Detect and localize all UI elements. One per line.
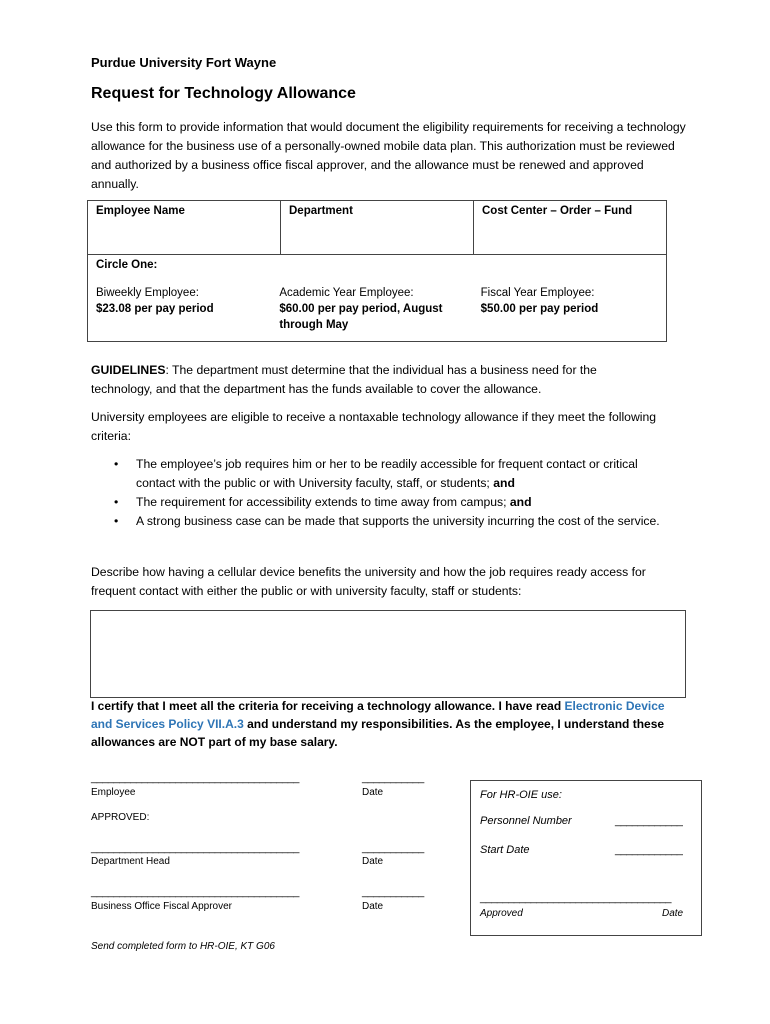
cost-center-label: Cost Center – Order – Fund — [482, 205, 633, 217]
fiscal-approver-date-line[interactable]: ___________ — [362, 886, 424, 898]
organization-name: Purdue University Fort Wayne — [91, 55, 277, 70]
option-amount: $50.00 per pay period — [480, 303, 599, 315]
intro-paragraph: Use this form to provide information that would document the eligibility requirements for receiving a technology allowance for the business use of a personally-owned mobile data plan. This authorization must be reviewed and authorized by a business office fiscal approver, and the allowance must be renewed and approved annually. — [91, 120, 686, 191]
fiscal-approver-signature-line[interactable]: _____________________________________ — [91, 886, 299, 898]
department-label: Department — [289, 205, 353, 217]
footer-instructions: Send completed form to HR-OIE, KT G06 — [91, 941, 275, 952]
option-label: Academic Year Employee: — [279, 287, 414, 299]
employee-name-cell[interactable] — [88, 201, 281, 255]
option-biweekly[interactable] — [96, 285, 273, 333]
policy-link[interactable]: Electronic Device and Services Policy VII.A.3 — [91, 699, 665, 731]
option-academic-year[interactable] — [273, 285, 476, 333]
employee-label: Employee — [91, 787, 136, 798]
department-head-signature-line[interactable]: _____________________________________ — [91, 842, 299, 854]
hr-date-label: Date — [662, 908, 684, 919]
guidelines-label: GUIDELINES — [91, 363, 166, 377]
list-item: • The employee’s job requires him or her to be readily accessible for frequent contact or critical contact with the public or with University faculty, staff, or students; and — [110, 455, 670, 493]
start-date-field[interactable]: ____________ — [615, 844, 683, 856]
department-head-label: Department Head — [91, 856, 170, 867]
department-cell[interactable] — [281, 201, 474, 255]
certification-statement: I certify that I meet all the criteria for receiving a technology allowance. I have read Electronic Device and Services Policy VII.A.3 and understand my responsibilities. As the employee, I understand these allowances are NOT part of my base salary. — [91, 699, 665, 749]
start-date-label: Start Date — [480, 844, 530, 856]
description-textbox[interactable] — [90, 610, 686, 698]
option-amount: $60.00 per pay period, August through May — [279, 303, 443, 331]
employee-signature-line[interactable]: _____________________________________ — [91, 772, 299, 784]
criteria-list — [110, 455, 670, 531]
circle-one-title: Circle One: — [96, 259, 158, 271]
list-item: • A strong business case can be made that supports the university incurring the cost of the service. — [110, 512, 670, 531]
fiscal-approver-label: Business Office Fiscal Approver — [91, 901, 232, 912]
cost-center-cell[interactable] — [474, 201, 667, 255]
guidelines-text: : The department must determine that the individual has a business need for the technology, and that the department has the funds available to cover the allowance. — [91, 363, 597, 396]
guidelines-paragraph — [91, 361, 651, 399]
option-label: Fiscal Year Employee: — [480, 287, 595, 299]
date-label: Date — [362, 787, 384, 798]
employee-info-table — [87, 200, 667, 342]
employee-name-label: Employee Name — [96, 205, 185, 217]
circle-one-cell — [88, 255, 667, 342]
employee-date-line[interactable]: ___________ — [362, 772, 424, 784]
hr-approval-line[interactable]: __________________________________ — [480, 892, 672, 904]
department-head-date-line[interactable]: ___________ — [362, 842, 424, 854]
hr-box-title: For HR-OIE use: — [480, 789, 562, 801]
option-label: Biweekly Employee: — [96, 287, 199, 299]
list-item: • The requirement for accessibility extends to time away from campus; and — [110, 493, 670, 512]
personnel-number-label: Personnel Number — [480, 815, 572, 827]
option-amount: $23.08 per pay period — [96, 303, 214, 315]
date-label: Date — [362, 856, 384, 867]
form-title: Request for Technology Allowance — [91, 85, 356, 102]
hr-approved-label: Approved — [480, 908, 523, 919]
eligibility-paragraph: University employees are eligible to receive a nontaxable technology allowance if they meet the following criteria: — [91, 410, 657, 443]
option-fiscal-year[interactable] — [477, 285, 658, 333]
hr-oie-use-box — [470, 780, 702, 936]
describe-prompt: Describe how having a cellular device benefits the university and how the job requires ready access for frequent contact with either the public or with university faculty, staff or students: — [91, 565, 646, 598]
date-label: Date — [362, 901, 384, 912]
personnel-number-field[interactable]: ____________ — [615, 815, 683, 827]
approved-label: APPROVED: — [91, 812, 150, 823]
